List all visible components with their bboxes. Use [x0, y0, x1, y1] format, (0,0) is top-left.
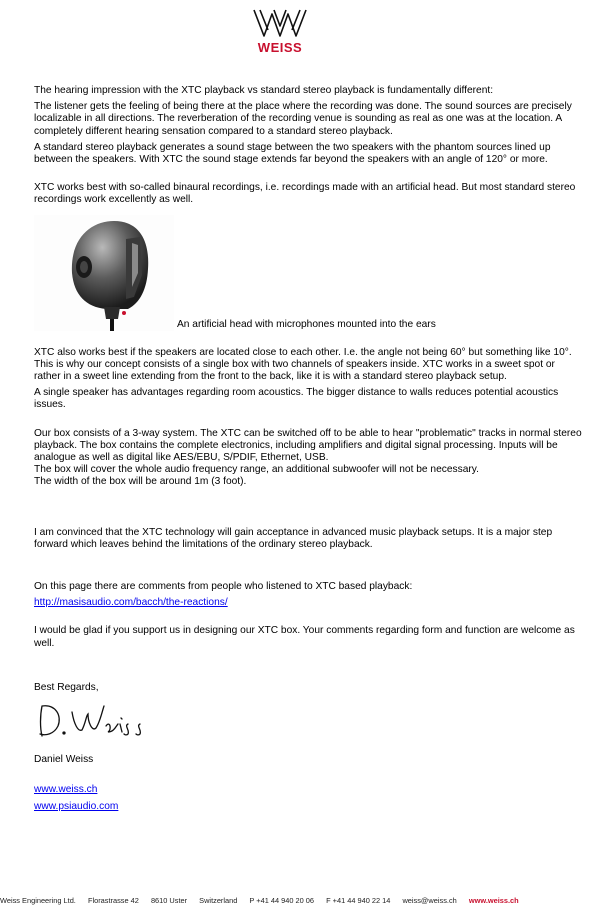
paragraph: The listener gets the feeling of being there at the place where the recording was done. The sound sources are precisely localizable in all directions. The reverberation of the recording venue is sounding as real as one was at the location. A completely different hearing sensation compared to a standard stereo playback. [34, 101, 572, 137]
footer-city: 8610 Uster [150, 896, 188, 905]
paragraph: A standard stereo playback generates a sound stage between the two speakers with the phantom sources lined up between the speakers. With XTC the sound stage extends far beyond the speakers with an angle of 120° or more. [34, 141, 551, 166]
weiss-brand-text: WEISS [257, 40, 303, 55]
letter-body [34, 85, 582, 813]
paragraph: A single speaker has advantages regarding room acoustics. The bigger distance to walls reduces potential acoustics issues. [34, 387, 559, 411]
footer-country: Switzerland [199, 896, 238, 905]
footer-fax: F +41 44 940 22 14 [326, 896, 391, 905]
paragraph-binaural: XTC works best with so-called binaural recordings, i.e. recordings made with an artificial head. But most standard stereo recordings work excellently as well. [34, 182, 576, 206]
weiss-mark-icon [250, 6, 310, 40]
footer [0, 896, 593, 905]
figure-caption: An artificial head with microphones mounted into the ears [177, 319, 436, 331]
footer-phone: P +41 44 940 20 06 [249, 896, 315, 905]
figure-artificial-head [34, 215, 582, 333]
artificial-head-image [34, 215, 174, 331]
weiss-link[interactable]: www.weiss.ch [34, 784, 98, 796]
paragraph: The width of the box will be around 1m (3 foot). [34, 476, 247, 488]
comments-link[interactable]: http://masisaudio.com/bacch/the-reactions/ [34, 597, 228, 609]
footer-company: Weiss Engineering Ltd. [0, 896, 76, 905]
psiaudio-link[interactable]: www.psiaudio.com [34, 800, 119, 812]
footer-street: Florastrasse 42 [87, 896, 139, 905]
signature-name: Daniel Weiss [34, 754, 94, 766]
footer-web: www.weiss.ch [468, 896, 519, 905]
closing-text: Best Regards, [34, 681, 99, 693]
weiss-logo [250, 6, 310, 40]
handwritten-signature [36, 700, 582, 744]
paragraph: The hearing impression with the XTC playback vs standard stereo playback is fundamentally different: [34, 85, 494, 96]
paragraph-comments-intro: On this page there are comments from people who listened to XTC based playback: [34, 581, 413, 593]
paragraph-convinced: I am convinced that the XTC technology will gain acceptance in advanced music playback setups. It is a major step forward which leaves behind the limitations of the ordinary stereo playback. [34, 526, 553, 550]
paragraph: The box will cover the whole audio frequency range, an additional subwoofer will not be necessary. [34, 464, 479, 476]
footer-email: weiss@weiss.ch [402, 896, 457, 905]
paragraph: XTC also works best if the speakers are located close to each other. I.e. the angle not being 60° but something like 10°. This is why our concept consists of a single box with two channels of speakers inside. XTC works in a sweet spot or rather in a sweet line extending from the front to the back, like it is with a standard stereo playback setup. [34, 346, 572, 383]
paragraph: Our box consists of a 3-way system. The XTC can be switched off to be able to hear "problematic" tracks in normal stereo playback. The box contains the complete electronics, including amplifiers and digital signal processing. Inputs will be analogue as well as digital like AES/EBU, S/PDIF, Ethernet, USB. [34, 427, 582, 464]
paragraph-support: I would be glad if you support us in designing our XTC box. Your comments regarding form and function are welcome as well. [34, 625, 575, 649]
